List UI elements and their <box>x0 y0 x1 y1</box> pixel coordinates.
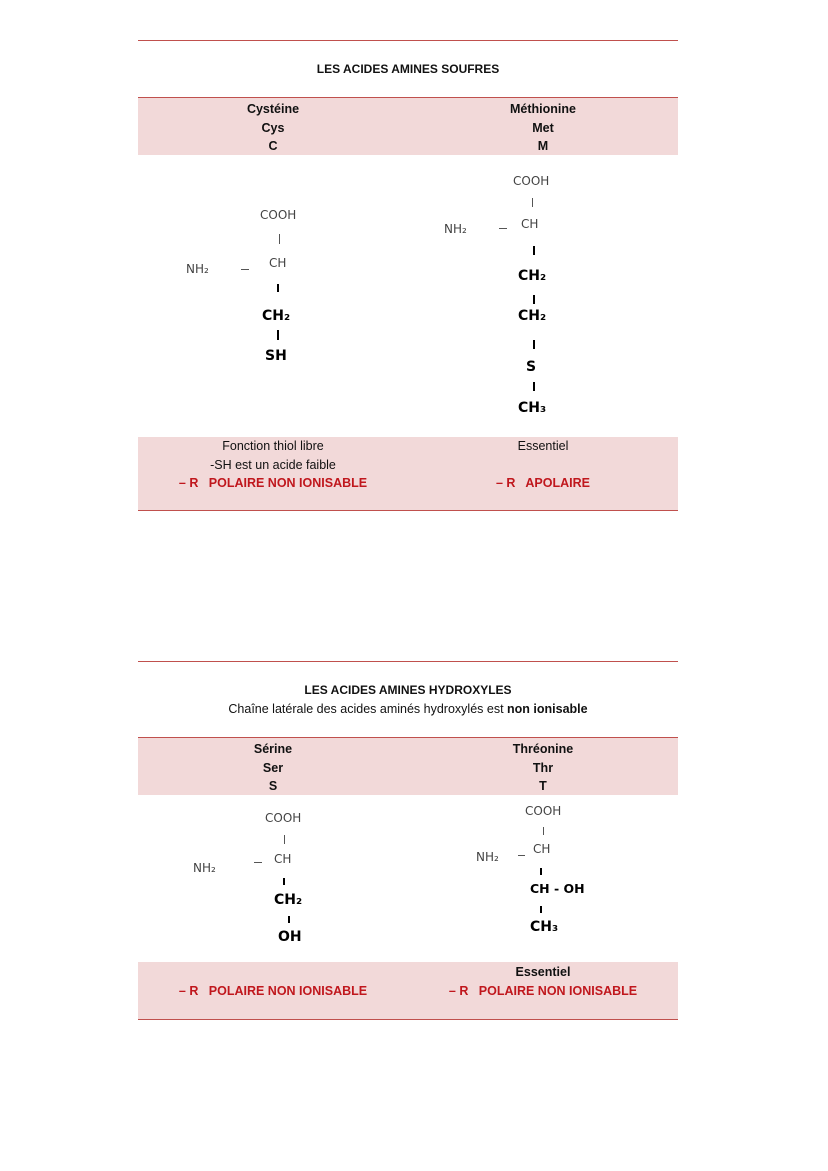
sh-label: SH <box>265 348 287 364</box>
one-letter-code: M <box>537 139 549 153</box>
bond <box>288 916 290 923</box>
one-letter-code: C <box>268 139 278 153</box>
cooh-label: COOH <box>260 208 297 222</box>
note-line: -SH est un acide faible <box>210 457 336 472</box>
ch3-label: CH₃ <box>530 919 559 935</box>
classification: – R POLAIRE NON IONISABLE <box>448 983 638 998</box>
serine-notes <box>138 982 408 1001</box>
amino-acid-name: Cystéine <box>246 102 300 116</box>
note-line: Fonction thiol libre <box>222 439 324 453</box>
cooh-label: COOH <box>265 811 302 825</box>
cooh-label: COOH <box>513 174 550 188</box>
one-letter-code: S <box>268 779 278 793</box>
amino-acid-name: Thréonine <box>512 742 574 756</box>
top-rule <box>138 661 678 662</box>
section-subtitle <box>138 702 678 716</box>
bond <box>540 906 542 913</box>
amino-acid-name: Méthionine <box>510 102 576 116</box>
ch3-label: CH₃ <box>518 400 547 416</box>
bottom-rule <box>138 1019 678 1020</box>
ch-oh-label: CH - OH <box>530 881 585 896</box>
subtitle-emphasis: non ionisable <box>507 702 588 716</box>
section-title: LES ACIDES AMINES SOUFRES <box>316 62 500 76</box>
bond <box>254 862 262 863</box>
note-line: Essentiel <box>515 965 571 979</box>
classification: – R POLAIRE NON IONISABLE <box>178 984 368 998</box>
sulfur-label: S <box>526 359 537 375</box>
threonine-header <box>408 740 678 796</box>
ch-label: CH <box>269 256 287 270</box>
ch-label: CH <box>274 852 292 866</box>
subtitle-text: Chaîne latérale des acides aminés hydroxylés est <box>228 702 508 716</box>
ch-label: CH <box>521 217 539 231</box>
nh2-label: NH₂ <box>193 861 216 875</box>
three-letter-code: Cys <box>261 120 285 135</box>
bond <box>284 835 285 844</box>
nh2-label: NH₂ <box>186 262 209 276</box>
bond <box>518 855 525 856</box>
serine-header <box>138 740 408 796</box>
three-letter-code: Thr <box>532 760 554 775</box>
ch2-label: CH₂ <box>262 308 291 324</box>
nh2-label: NH₂ <box>476 850 499 864</box>
hydroxyl-section <box>138 0 678 1030</box>
serine-structure <box>138 800 408 960</box>
bond <box>543 827 544 835</box>
ch2-label: CH₂ <box>274 892 303 908</box>
section-title: LES ACIDES AMINES HYDROXYLES <box>304 683 512 697</box>
bond <box>283 878 285 885</box>
ch2-label: CH₂ <box>518 268 547 284</box>
bond <box>540 868 542 875</box>
three-letter-code: Ser <box>262 760 284 775</box>
cooh-label: COOH <box>525 804 562 818</box>
note-line: Essentiel <box>517 439 569 453</box>
classification: – R APOLAIRE <box>496 476 590 490</box>
amino-acid-name: Sérine <box>253 742 293 756</box>
three-letter-code: Met <box>532 120 554 135</box>
ch-label: CH <box>533 842 551 856</box>
classification: – R POLAIRE NON IONISABLE <box>178 476 368 490</box>
ch2-label: CH₂ <box>518 308 547 324</box>
one-letter-code: T <box>539 779 547 793</box>
threonine-structure <box>408 800 678 960</box>
threonine-notes <box>408 963 678 1000</box>
nh2-label: NH₂ <box>444 222 467 236</box>
oh-label: OH <box>278 929 302 945</box>
